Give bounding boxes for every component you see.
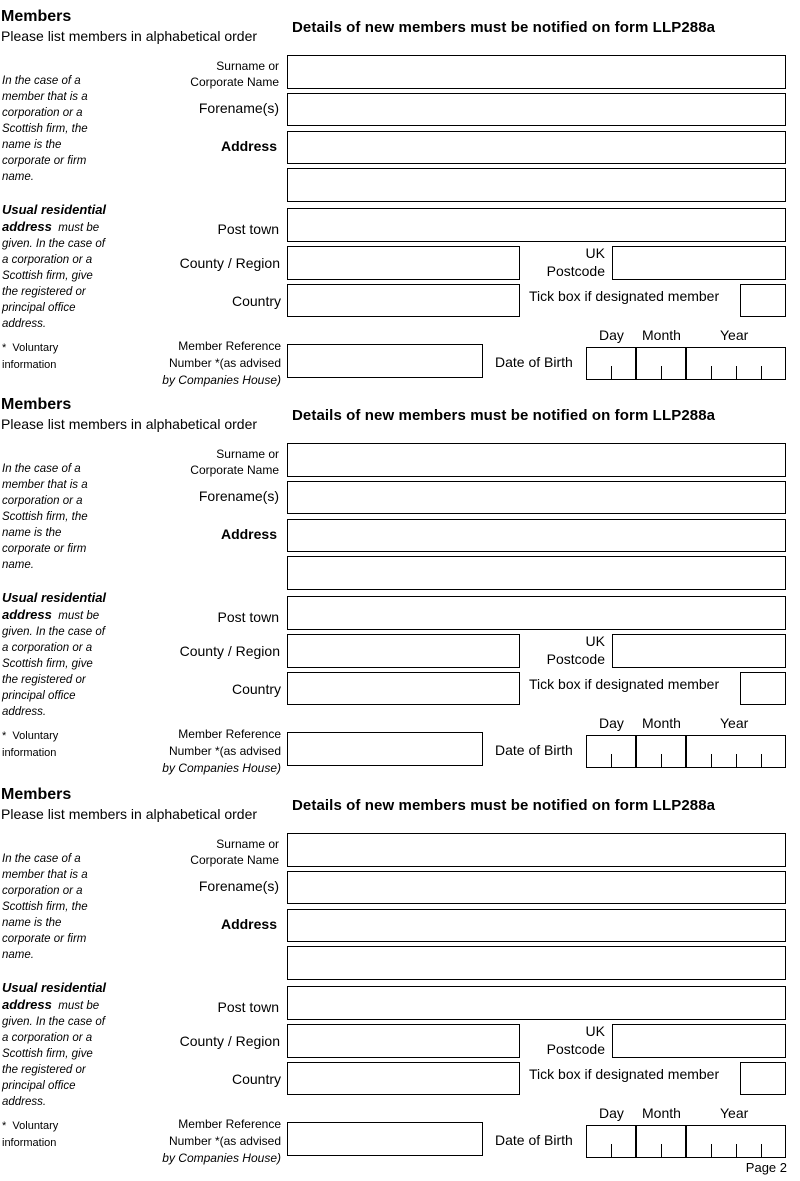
county-field[interactable] <box>287 1024 520 1058</box>
dob-month-field[interactable] <box>636 347 686 380</box>
dob-year-label: Year <box>720 715 749 731</box>
dob-label: Date of Birth <box>495 1132 573 1148</box>
post-town-label: Post town <box>217 609 279 625</box>
member-section-2 <box>0 395 800 780</box>
section-subheading: Please list members in alphabetical order <box>1 28 258 44</box>
uk-label: UK <box>585 633 605 649</box>
designated-member-checkbox[interactable] <box>740 1062 786 1095</box>
dob-month-label: Month <box>642 715 681 731</box>
voluntary-note: * Voluntary information <box>2 1120 59 1149</box>
address-line2-field[interactable] <box>287 168 786 202</box>
designated-member-label: Tick box if designated member <box>529 1066 720 1082</box>
postcode-field[interactable] <box>612 1024 786 1058</box>
section-subheading: Please list members in alphabetical order <box>1 806 258 822</box>
designated-member-checkbox[interactable] <box>740 672 786 705</box>
section-heading: Members <box>1 396 72 413</box>
address-label: Address <box>220 138 277 154</box>
dob-day-field[interactable] <box>586 347 636 380</box>
surname-field[interactable] <box>287 55 786 89</box>
country-label: Country <box>231 293 281 309</box>
county-label: County / Region <box>179 643 280 659</box>
designated-member-label: Tick box if designated member <box>529 288 720 304</box>
postcode-label: Postcode <box>546 651 605 667</box>
county-field[interactable] <box>287 246 520 280</box>
member-reference-label: Member Reference Number *(as advised by Companies House) <box>162 1117 281 1165</box>
dob-day-label: Day <box>599 715 624 731</box>
county-label: County / Region <box>179 1033 280 1049</box>
dob-day-label: Day <box>599 1105 624 1121</box>
forenames-field[interactable] <box>287 871 786 904</box>
dob-year-field[interactable] <box>686 347 786 380</box>
dob-month-label: Month <box>642 327 681 343</box>
dob-day-field[interactable] <box>586 1125 636 1158</box>
post-town-field[interactable] <box>287 596 786 630</box>
residential-address-note: Usual residential address must be given. In the case of a corporation or a Scottish firm, give the registered or principal office address. <box>2 590 107 718</box>
member-section-3 <box>0 785 800 1170</box>
dob-day-field[interactable] <box>586 735 636 768</box>
member-reference-label: Member Reference Number *(as advised by Companies House) <box>162 727 281 775</box>
dob-label: Date of Birth <box>495 354 573 370</box>
notice-text: Details of new members must be notified on form LLP288a <box>292 19 716 36</box>
surname-label: Surname or Corporate Name <box>190 59 279 89</box>
county-field[interactable] <box>287 634 520 668</box>
post-town-label: Post town <box>217 221 279 237</box>
address-line2-field[interactable] <box>287 556 786 590</box>
post-town-label: Post town <box>217 999 279 1015</box>
surname-label: Surname or Corporate Name <box>190 837 279 867</box>
voluntary-note: * Voluntary information <box>2 342 59 371</box>
dob-month-field[interactable] <box>636 1125 686 1158</box>
post-town-field[interactable] <box>287 986 786 1020</box>
forenames-field[interactable] <box>287 93 786 126</box>
forenames-field[interactable] <box>287 481 786 514</box>
member-section-1 <box>0 7 800 392</box>
country-label: Country <box>231 1071 281 1087</box>
uk-label: UK <box>585 245 605 261</box>
country-field[interactable] <box>287 672 520 705</box>
member-name-note: In the case of a member that is a corporation or a Scottish firm, the name is the corporate or firm name. <box>2 75 88 183</box>
address-label: Address <box>220 916 277 932</box>
address-line2-field[interactable] <box>287 946 786 980</box>
voluntary-note: * Voluntary information <box>2 730 59 759</box>
address-label: Address <box>220 526 277 542</box>
page-number: Page 2 <box>745 1160 787 1175</box>
dob-month-field[interactable] <box>636 735 686 768</box>
designated-member-checkbox[interactable] <box>740 284 786 317</box>
country-label: Country <box>231 681 281 697</box>
uk-label: UK <box>585 1023 605 1039</box>
member-reference-field[interactable] <box>287 732 483 766</box>
county-label: County / Region <box>179 255 280 271</box>
postcode-label: Postcode <box>546 1041 605 1057</box>
member-reference-field[interactable] <box>287 344 483 378</box>
address-line1-field[interactable] <box>287 519 786 552</box>
residential-address-note: Usual residential address must be given. In the case of a corporation or a Scottish firm, give the registered or principal office address. <box>2 980 107 1108</box>
forenames-label: Forename(s) <box>198 488 279 504</box>
dob-month-label: Month <box>642 1105 681 1121</box>
member-reference-label: Member Reference Number *(as advised by Companies House) <box>162 339 281 387</box>
surname-field[interactable] <box>287 833 786 867</box>
dob-year-label: Year <box>720 1105 749 1121</box>
member-name-note: In the case of a member that is a corporation or a Scottish firm, the name is the corporate or firm name. <box>2 463 88 571</box>
surname-label: Surname or Corporate Name <box>190 447 279 477</box>
residential-address-note: Usual residential address must be given. In the case of a corporation or a Scottish firm, give the registered or principal office address. <box>2 202 107 330</box>
forenames-label: Forename(s) <box>198 878 279 894</box>
dob-year-label: Year <box>720 327 749 343</box>
country-field[interactable] <box>287 1062 520 1095</box>
postcode-field[interactable] <box>612 246 786 280</box>
dob-year-field[interactable] <box>686 735 786 768</box>
section-subheading: Please list members in alphabetical order <box>1 416 258 432</box>
postcode-label: Postcode <box>546 263 605 279</box>
forenames-label: Forename(s) <box>198 100 279 116</box>
postcode-field[interactable] <box>612 634 786 668</box>
surname-field[interactable] <box>287 443 786 477</box>
address-line1-field[interactable] <box>287 131 786 164</box>
post-town-field[interactable] <box>287 208 786 242</box>
notice-text: Details of new members must be notified on form LLP288a <box>292 797 716 814</box>
dob-year-field[interactable] <box>686 1125 786 1158</box>
dob-day-label: Day <box>599 327 624 343</box>
country-field[interactable] <box>287 284 520 317</box>
member-name-note: In the case of a member that is a corporation or a Scottish firm, the name is the corporate or firm name. <box>2 853 88 961</box>
dob-label: Date of Birth <box>495 742 573 758</box>
member-reference-field[interactable] <box>287 1122 483 1156</box>
designated-member-label: Tick box if designated member <box>529 676 720 692</box>
section-heading: Members <box>1 786 72 803</box>
notice-text: Details of new members must be notified on form LLP288a <box>292 407 716 424</box>
section-heading: Members <box>1 8 72 25</box>
address-line1-field[interactable] <box>287 909 786 942</box>
